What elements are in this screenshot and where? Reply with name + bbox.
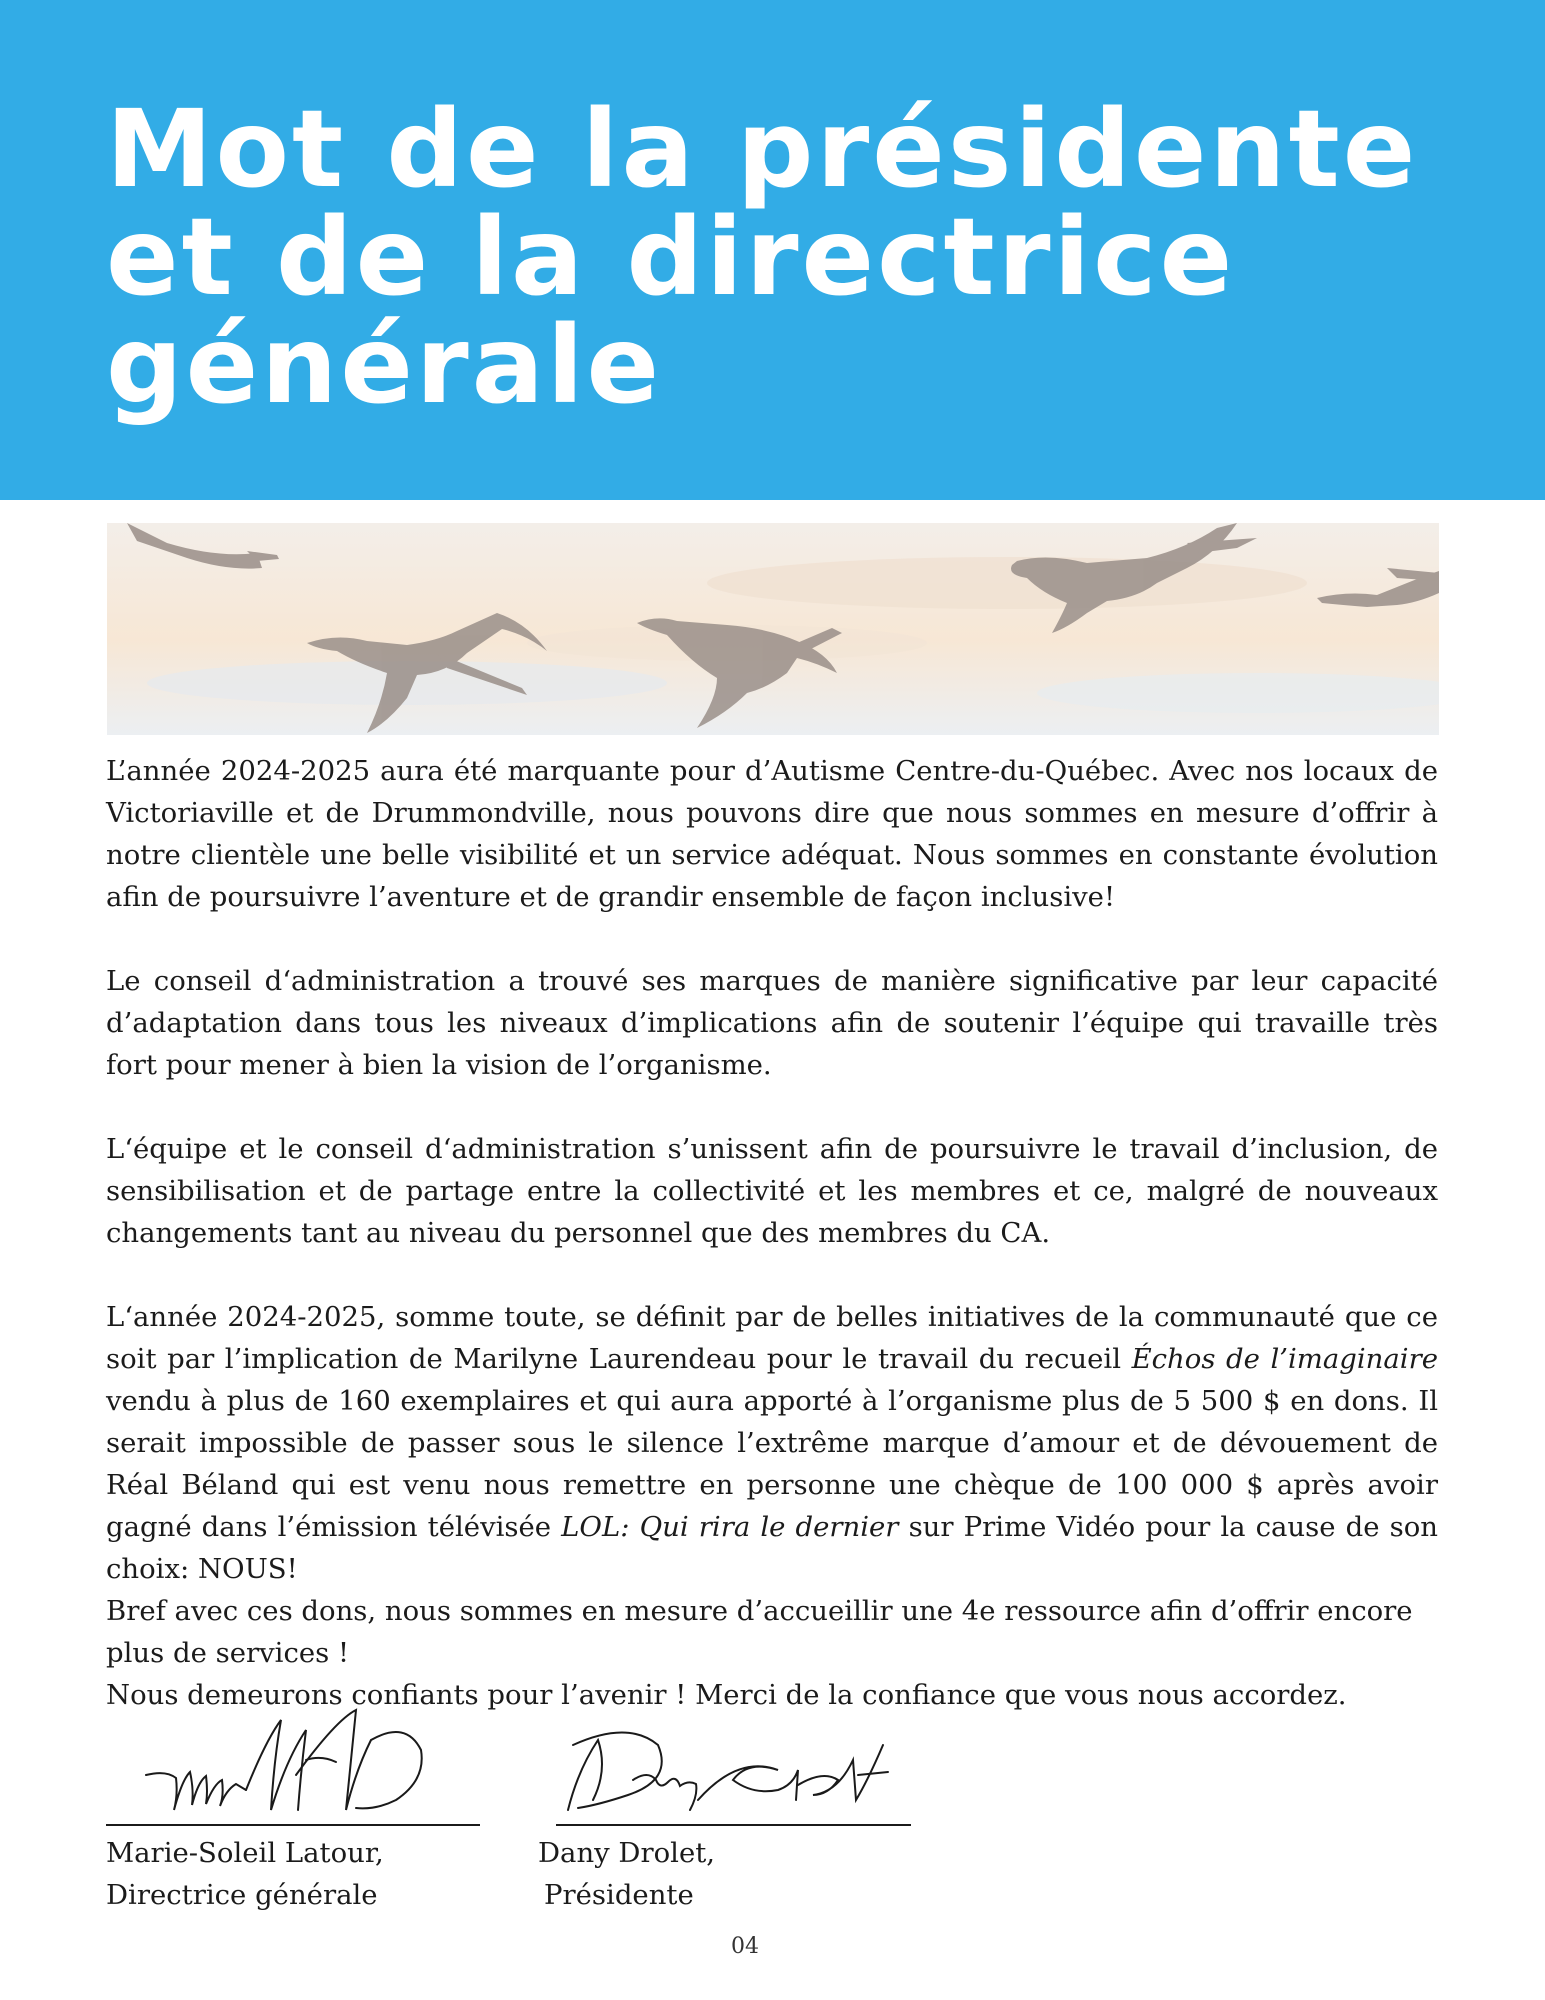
initiatives-text-a: L‘année 2024-2025, somme toute, se définit par de belles initiatives de la communauté que ce soit par l’implication de Marilyne Laurendeau pour le travail du recueil — [106, 1301, 1438, 1375]
paragraph-resources: Bref avec ces dons, nous sommes en mesure d’accueillir une 4e ressource afin d’offrir encore plus de services ! — [106, 1595, 1413, 1669]
title-banner — [0, 0, 1545, 500]
title-line-2: et de la directrice — [106, 196, 1236, 320]
show-title: LOL: Qui rira le dernier — [561, 1511, 899, 1543]
title-line-3: générale — [106, 304, 663, 428]
initiatives-text-c: sur Prime Vidéo pour la cause de son choix: NOUS! — [106, 1511, 1438, 1585]
signatory-name: Dany Drolet, — [538, 1837, 716, 1869]
paragraph-team: L‘équipe et le conseil d‘administration s’unissent afin de poursuivre le travail d’inclusion, de sensibilisation et de partage entre la collectivité et les membres et ce, malgré de nouveaux changements tant au niveau du personnel que des membres du CA. — [106, 1133, 1438, 1249]
signatory-role: Présidente — [544, 1879, 694, 1911]
signature-dany-drolet-icon — [538, 1700, 898, 1830]
page-number: 04 — [731, 1934, 759, 1959]
signatory-role: Directrice générale — [106, 1879, 378, 1911]
paragraph-intro: L’année 2024-2025 aura été marquante pour d’Autisme Centre-du-Québec. Avec nos locaux de Victoriaville et de Drummondville, nous pouvons dire que nous sommes en mesure d’offrir à notre clientèle une belle visibilité et un service adéquat. Nous sommes en constante évolution afin de poursuivre l’aventure et de grandir ensemble de façon inclusive! — [106, 755, 1438, 913]
paragraph-board: Le conseil d‘administration a trouvé ses marques de manière significative par leur capacité d’adaptation dans tous les niveaux d’implications afin de soutenir l’équipe qui travaille très fort pour mener à bien la vision de l’organisme. — [106, 965, 1438, 1081]
page-title — [106, 88, 1486, 428]
paragraph-initiatives — [106, 1296, 1438, 1590]
letter-body — [106, 750, 1438, 1716]
initiatives-text-b: vendu à plus de 160 exemplaires et qui aura apporté à l’organisme plus de 5 500 $ en dons. Il serait impossible de passer sous le silence l’extrême marque d’amour et de dévouement de Réal Béland qui est venu nous remettre en personne une chèque de 100 000 $ après avoir gagné dans l’émission télévisée — [106, 1385, 1438, 1543]
signatory-name: Marie-Soleil Latour, — [106, 1837, 384, 1869]
title-line-1: Mot de la présidente — [106, 88, 1419, 212]
geese-in-flight-icon — [107, 523, 1439, 735]
signature-line — [556, 1824, 911, 1826]
paragraph-closing: Nous demeurons confiants pour l’avenir ! Merci de la confiance que vous nous accordez. — [106, 1679, 1347, 1711]
book-title: Échos de l’imaginaire — [1131, 1343, 1438, 1375]
geese-banner-image — [107, 523, 1439, 735]
signature-line — [106, 1824, 480, 1826]
signature-marie-soleil-icon — [106, 1700, 446, 1830]
